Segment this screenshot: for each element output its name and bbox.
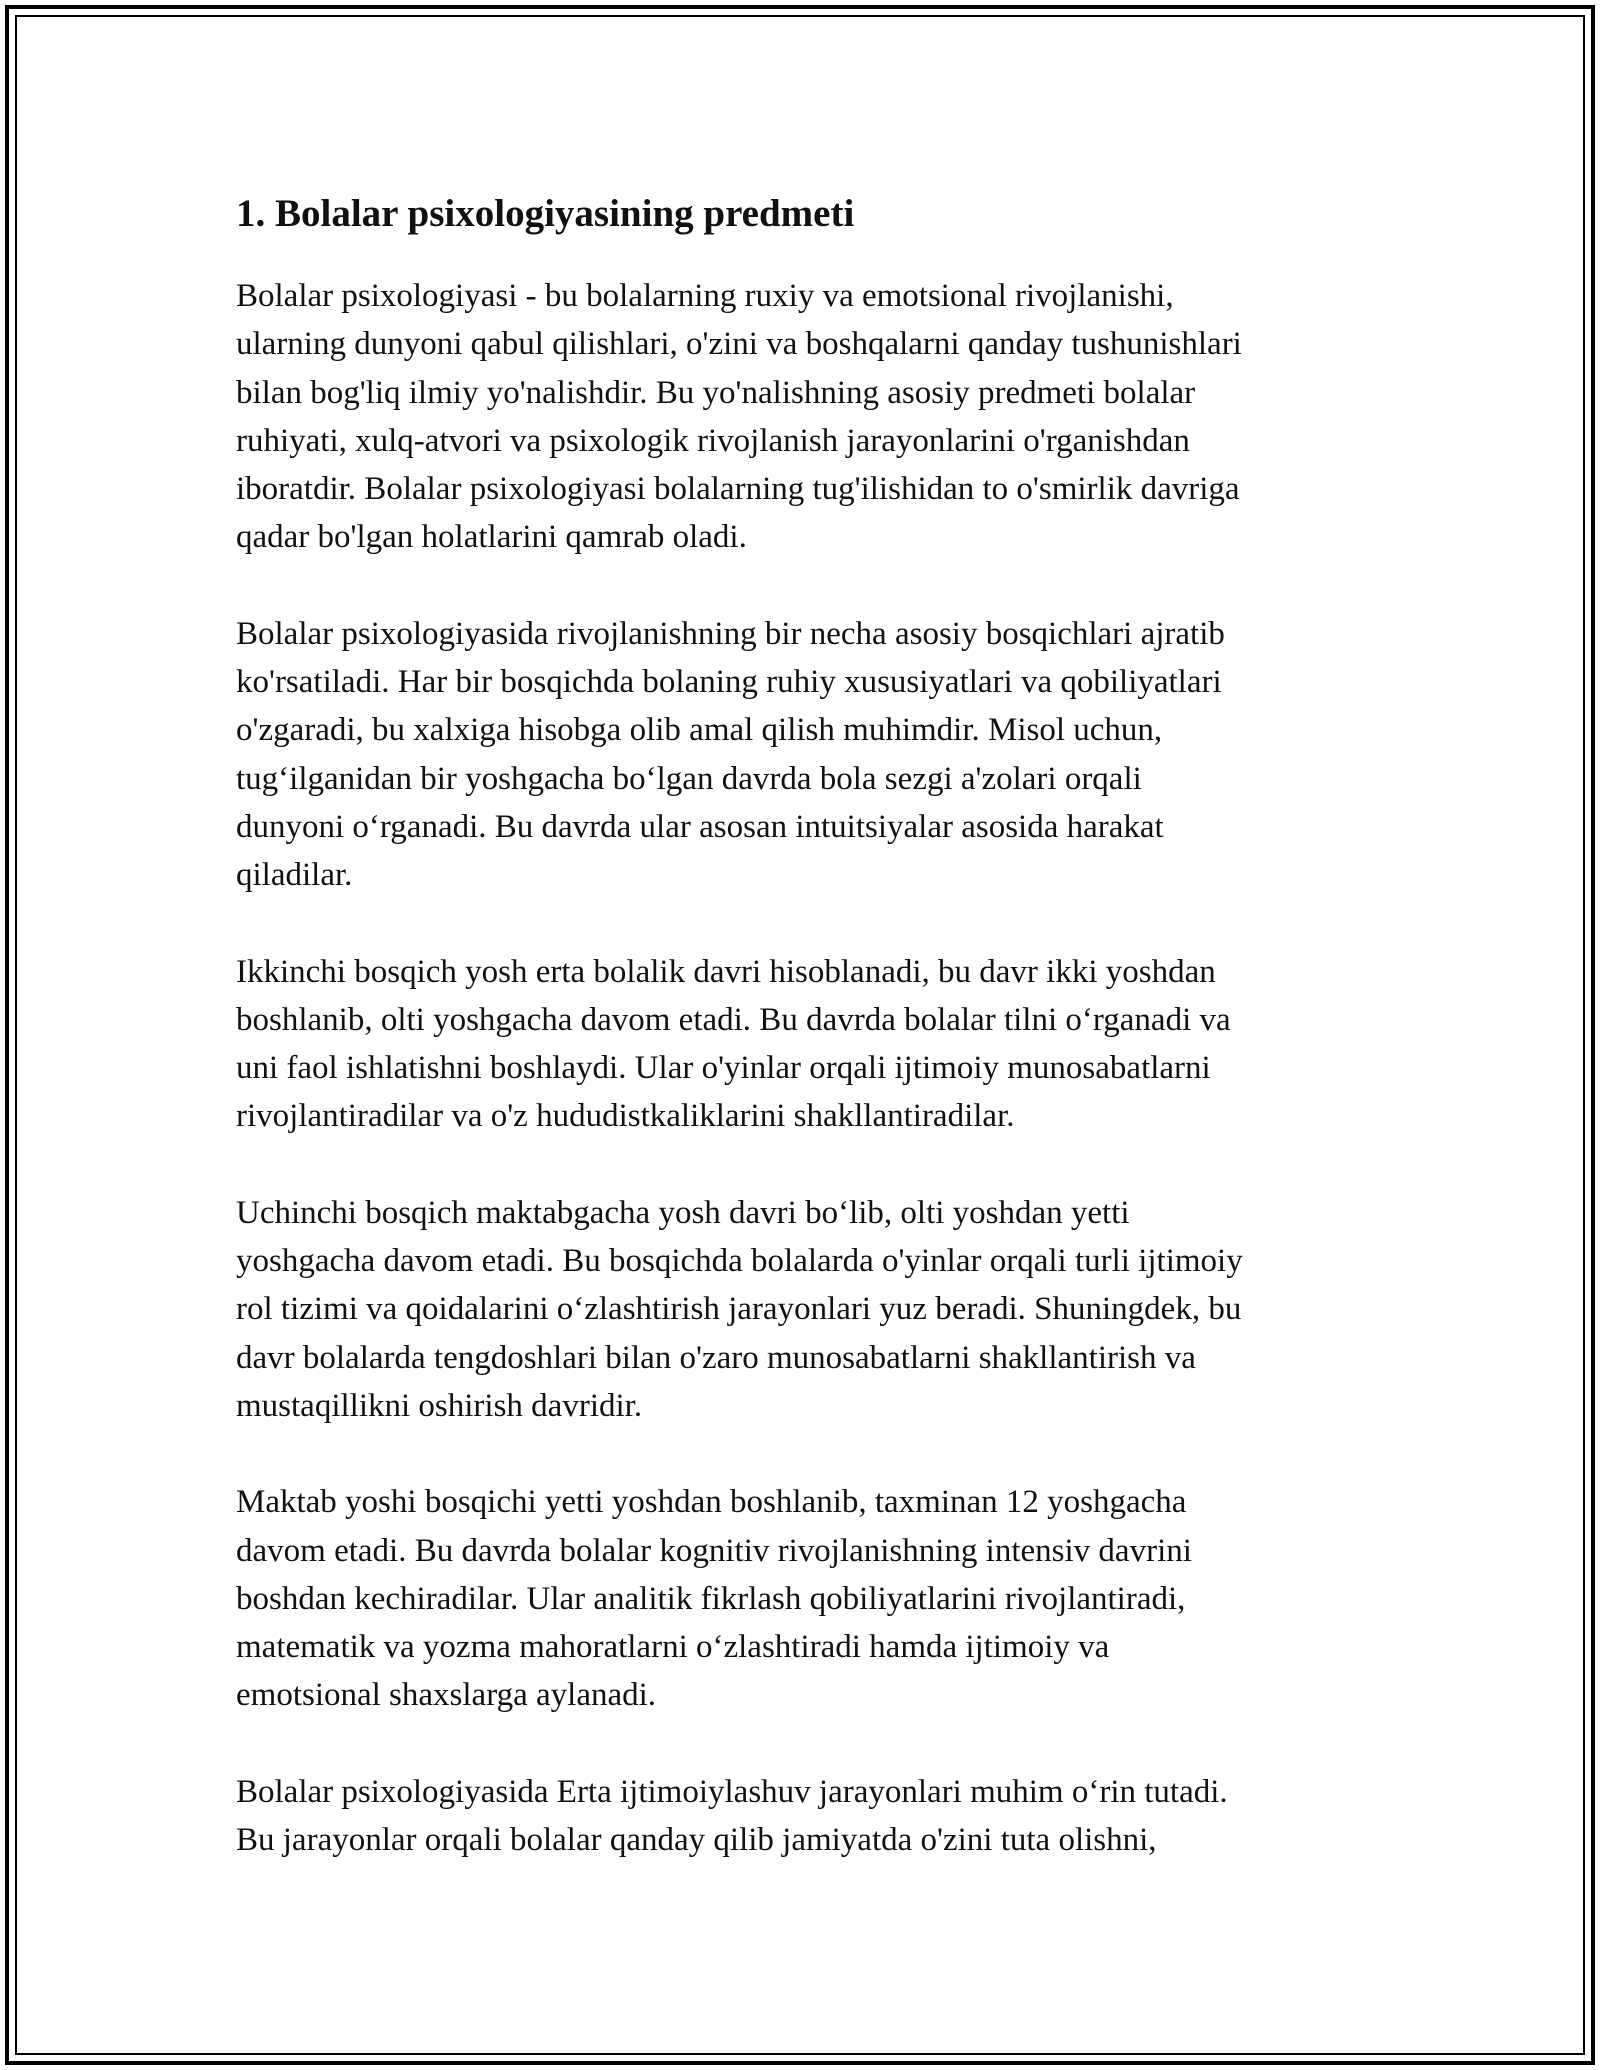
text-line: Bu jarayonlar orqali bolalar qanday qilib jamiyatda o'zini tuta olishni,	[236, 1822, 1157, 1859]
text-line: qadar bo'lgan holatlarini qamrab oladi.	[236, 519, 747, 556]
text-line: matematik va yozma mahoratlarni o‘zlashtiradi hamda ijtimoiy va	[236, 1629, 1110, 1666]
paragraph-stages	[236, 610, 1366, 900]
paragraph-early-childhood	[236, 948, 1366, 1141]
text-line: mustaqillikni oshirish davridir.	[236, 1387, 643, 1424]
paragraph-school-age	[236, 1478, 1366, 1719]
text-line: bilan bog'liq ilmiy yo'nalishdir. Bu yo'nalishning asosiy predmeti bolalar	[236, 374, 1196, 411]
text-line: Bolalar psixologiyasi - bu bolalarning ruxiy va emotsional rivojlanishi,	[236, 278, 1174, 314]
text-line: ruhiyati, xulq-atvori va psixologik rivojlanish jarayonlarini o'rganishdan	[236, 422, 1190, 459]
text-line: boshlanib, olti yoshgacha davom etadi. Bu davrda bolalar tilni o‘rganadi va	[236, 1001, 1231, 1038]
text-line: uni faol ishlatishni boshlaydi. Ular o'yinlar orqali ijtimoiy munosabatlarni	[236, 1050, 1211, 1087]
text-line: davr bolalarda tengdoshlari bilan o'zaro munosabatlarni shakllantirish va	[236, 1339, 1196, 1376]
text-line: Uchinchi bosqich maktabgacha yosh davri bo‘lib, olti yoshdan yetti	[236, 1194, 1130, 1231]
text-line: rol tizimi va qoidalarini o‘zlashtirish jarayonlari yuz beradi. Shuningdek, bu	[236, 1291, 1242, 1328]
text-line: Ikkinchi bosqich yosh erta bolalik davri hisoblanadi, bu davr ikki yoshdan	[236, 953, 1216, 990]
text-line: rivojlantiradilar va o'z hududistkaliklarini shakllantiradilar.	[236, 1098, 1015, 1135]
text-line: tug‘ilganidan bir yoshgacha bo‘lgan davrda bola sezgi a'zolari orqali	[236, 760, 1142, 797]
paragraph-preschool	[236, 1189, 1366, 1430]
text-line: Bolalar psixologiyasida rivojlanishning bir necha asosiy bosqichlari ajratib	[236, 615, 1225, 652]
text-line: boshdan kechiradilar. Ular analitik fikrlash qobiliyatlarini rivojlantiradi,	[236, 1580, 1186, 1617]
text-line: yoshgacha davom etadi. Bu bosqichda bolalarda o'yinlar orqali turli ijtimoiy	[236, 1243, 1243, 1280]
text-line: o'zgaradi, bu xalxiga hisobga olib amal qilish muhimdir. Misol uchun,	[236, 712, 1163, 749]
paragraph-intro	[236, 272, 1366, 562]
text-line: davom etadi. Bu davrda bolalar kognitiv rivojlanishning intensiv davrini	[236, 1532, 1192, 1569]
text-line: qiladilar.	[236, 857, 353, 894]
document-page	[236, 182, 1366, 1912]
section-heading: 1. Bolalar psixologiyasining predmeti	[236, 192, 855, 235]
text-line: ko'rsatiladi. Har bir bosqichda bolaning ruhiy xususiyatlari va qobiliyatlari	[236, 664, 1222, 701]
paragraph-socialization	[236, 1768, 1366, 1865]
text-line: ularning dunyoni qabul qilishlari, o'zini va boshqalarni qanday tushunishlari	[236, 326, 1242, 363]
text-line: dunyoni o‘rganadi. Bu davrda ular asosan intuitsiyalar asosida harakat	[236, 808, 1164, 845]
text-line: Maktab yoshi bosqichi yetti yoshdan boshlanib, taxminan 12 yoshgacha	[236, 1484, 1187, 1521]
text-line: Bolalar psixologiyasida Erta ijtimoiylashuv jarayonlari muhim o‘rin tutadi.	[236, 1773, 1228, 1810]
text-line: emotsional shaxslarga aylanadi.	[236, 1677, 657, 1714]
text-line: iboratdir. Bolalar psixologiyasi bolalarning tug'ilishidan to o'smirlik davriga	[236, 471, 1240, 508]
